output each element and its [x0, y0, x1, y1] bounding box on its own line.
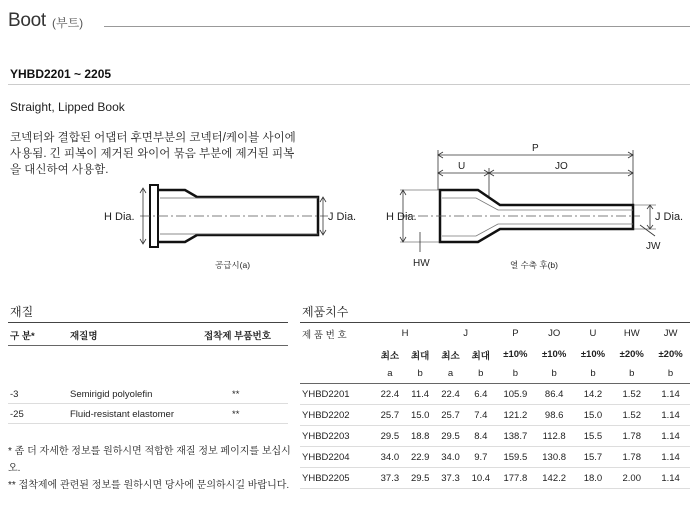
header-j: J: [435, 323, 496, 345]
cell-part: YHBD2202: [300, 405, 375, 426]
footnotes: [8, 443, 300, 494]
cell-hw: 2.00: [612, 468, 651, 489]
cell-j-max: 8.4: [466, 426, 496, 447]
footnote-adhesive: ** 접착제에 관련된 정보를 원하시면 당사에 문의하시길 바랍니다.: [8, 480, 290, 491]
part-range-title: YHBD2201 ~ 2205: [10, 67, 112, 81]
cell-p: 138.7: [496, 426, 535, 447]
header-part: 제 품 번 호: [300, 323, 375, 345]
cell-hw: 1.78: [612, 426, 651, 447]
cell-jo: 130.8: [535, 447, 574, 468]
header-u: U: [574, 323, 613, 345]
table-row: [300, 384, 690, 405]
figure-b-caption: 열 수축 후(b): [510, 260, 558, 270]
header-jw-tol: ±20%: [658, 349, 683, 360]
cell-j-min: 29.5: [435, 426, 465, 447]
cell-jw: 1.14: [651, 384, 690, 405]
dimensions-header-row: [300, 323, 690, 345]
cell-u: 15.0: [574, 405, 613, 426]
header-jw-ref: b: [651, 365, 690, 384]
cell-u: 15.7: [574, 447, 613, 468]
cell-jw: 1.14: [651, 405, 690, 426]
material-header-row: [8, 322, 288, 346]
material-header-code: 구 분*: [10, 331, 35, 342]
cell-h-min: 34.0: [375, 447, 405, 468]
header-jo-ref: b: [535, 365, 574, 384]
cell-p: 159.5: [496, 447, 535, 468]
header-j-min-ref: a: [435, 365, 465, 384]
table-row: [300, 468, 690, 489]
header-jo: JO: [535, 323, 574, 345]
header-h-min-ref: a: [375, 365, 405, 384]
cell-hw: 1.78: [612, 447, 651, 468]
cell-h-min: 29.5: [375, 426, 405, 447]
header-u-tol: ±10%: [580, 349, 606, 360]
cell-j-max: 7.4: [466, 405, 496, 426]
cell-h-max: 22.9: [405, 447, 435, 468]
product-type: Straight, Lipped Book: [10, 100, 125, 114]
header-u-ref: b: [574, 365, 613, 384]
material-adhesive: **: [232, 389, 240, 400]
header-jw: JW: [651, 323, 690, 345]
header-h: H: [375, 323, 436, 345]
page-subtitle: (부트): [52, 16, 84, 30]
header-h-max: 최대: [411, 350, 430, 362]
cell-h-min: 25.7: [375, 405, 405, 426]
dimensions-tolerance-row: [300, 345, 690, 365]
cell-h-min: 37.3: [375, 468, 405, 489]
cell-j-max: 10.4: [466, 468, 496, 489]
header-p: P: [496, 323, 535, 345]
header-hw: HW: [612, 323, 651, 345]
cell-u: 15.5: [574, 426, 613, 447]
header-h-max-ref: b: [405, 365, 435, 384]
figure-a-caption: 공급시(a): [215, 260, 251, 270]
header-j-max: 최대: [471, 350, 490, 362]
material-row: [8, 404, 288, 424]
material-code: -3: [10, 389, 19, 400]
figure-b-jo-label: JO: [555, 161, 568, 172]
cell-jo: 98.6: [535, 405, 574, 426]
cell-part: YHBD2204: [300, 447, 375, 468]
table-row: [300, 426, 690, 447]
cell-hw: 1.52: [612, 384, 651, 405]
figure-a-supplied: [104, 185, 356, 270]
cell-j-min: 25.7: [435, 405, 465, 426]
material-row: [8, 384, 288, 404]
figure-b-h-label: H Dia.: [386, 211, 417, 223]
cell-hw: 1.52: [612, 405, 651, 426]
page-title: Boot: [8, 10, 46, 31]
cell-j-min: 37.3: [435, 468, 465, 489]
material-code: -25: [10, 409, 24, 420]
figure-b-u-label: U: [458, 161, 466, 172]
cell-j-max: 9.7: [466, 447, 496, 468]
cell-j-min: 22.4: [435, 384, 465, 405]
cell-p: 121.2: [496, 405, 535, 426]
figure-b-shrunk: [386, 143, 683, 270]
cell-h-min: 22.4: [375, 384, 405, 405]
cell-h-max: 15.0: [405, 405, 435, 426]
material-table: [8, 322, 288, 424]
cell-jo: 112.8: [535, 426, 574, 447]
dimensions-table: [300, 322, 690, 489]
cell-part: YHBD2203: [300, 426, 375, 447]
dimensions-section-title: 제품치수: [302, 305, 349, 319]
cell-p: 177.8: [496, 468, 535, 489]
cell-u: 14.2: [574, 384, 613, 405]
cell-jo: 142.2: [535, 468, 574, 489]
figure-a-h-label: H Dia.: [104, 211, 135, 223]
footnote-material: * 좀 더 자세한 정보를 원하시면 적합한 재질 정보 페이지를 보십시오.: [8, 446, 291, 474]
header-p-ref: b: [496, 365, 535, 384]
cell-j-max: 6.4: [466, 384, 496, 405]
header-jo-tol: ±10%: [542, 349, 567, 360]
material-header-adhesive: 접착제 부품번호: [204, 331, 271, 342]
cell-h-max: 11.4: [405, 384, 435, 405]
header-hw-tol: ±20%: [619, 349, 644, 360]
figure-a-j-label: J Dia.: [328, 211, 357, 223]
material-name: Fluid-resistant elastomer: [70, 409, 175, 420]
figure-b-hw-label: HW: [413, 258, 430, 269]
header-p-tol: ±10%: [503, 349, 528, 360]
table-row: [300, 447, 690, 468]
table-row: [300, 405, 690, 426]
header-h-min: 최소: [380, 350, 400, 362]
material-header-name: 재질명: [70, 331, 98, 342]
header-hw-ref: b: [612, 365, 651, 384]
cell-jw: 1.14: [651, 447, 690, 468]
cell-jw: 1.14: [651, 426, 690, 447]
cell-jw: 1.14: [651, 468, 690, 489]
cell-part: YHBD2205: [300, 468, 375, 489]
cell-u: 18.0: [574, 468, 613, 489]
product-description: 코넥터와 결합된 어댑터 후면부분의 코넥터/케이블 사이에 사용됨. 긴 피복이 제거된 와이어 묶음 부분에 제거된 피복을 대신하여 사용함.: [10, 132, 296, 176]
dimensions-ref-row: [300, 365, 690, 384]
cell-part: YHBD2201: [300, 384, 375, 405]
header-j-max-ref: b: [466, 365, 496, 384]
cell-h-max: 18.8: [405, 426, 435, 447]
material-adhesive: **: [232, 409, 240, 420]
cell-j-min: 34.0: [435, 447, 465, 468]
figure-b-jw-label: JW: [646, 241, 661, 252]
figure-b-p-label: P: [532, 143, 539, 154]
cell-jo: 86.4: [535, 384, 574, 405]
figure-b-j-label: J Dia.: [655, 211, 684, 223]
header-j-min: 최소: [441, 350, 460, 362]
material-name: Semirigid polyolefin: [70, 389, 153, 400]
cell-h-max: 29.5: [405, 468, 435, 489]
material-section-title: 재질: [10, 305, 34, 319]
cell-p: 105.9: [496, 384, 535, 405]
